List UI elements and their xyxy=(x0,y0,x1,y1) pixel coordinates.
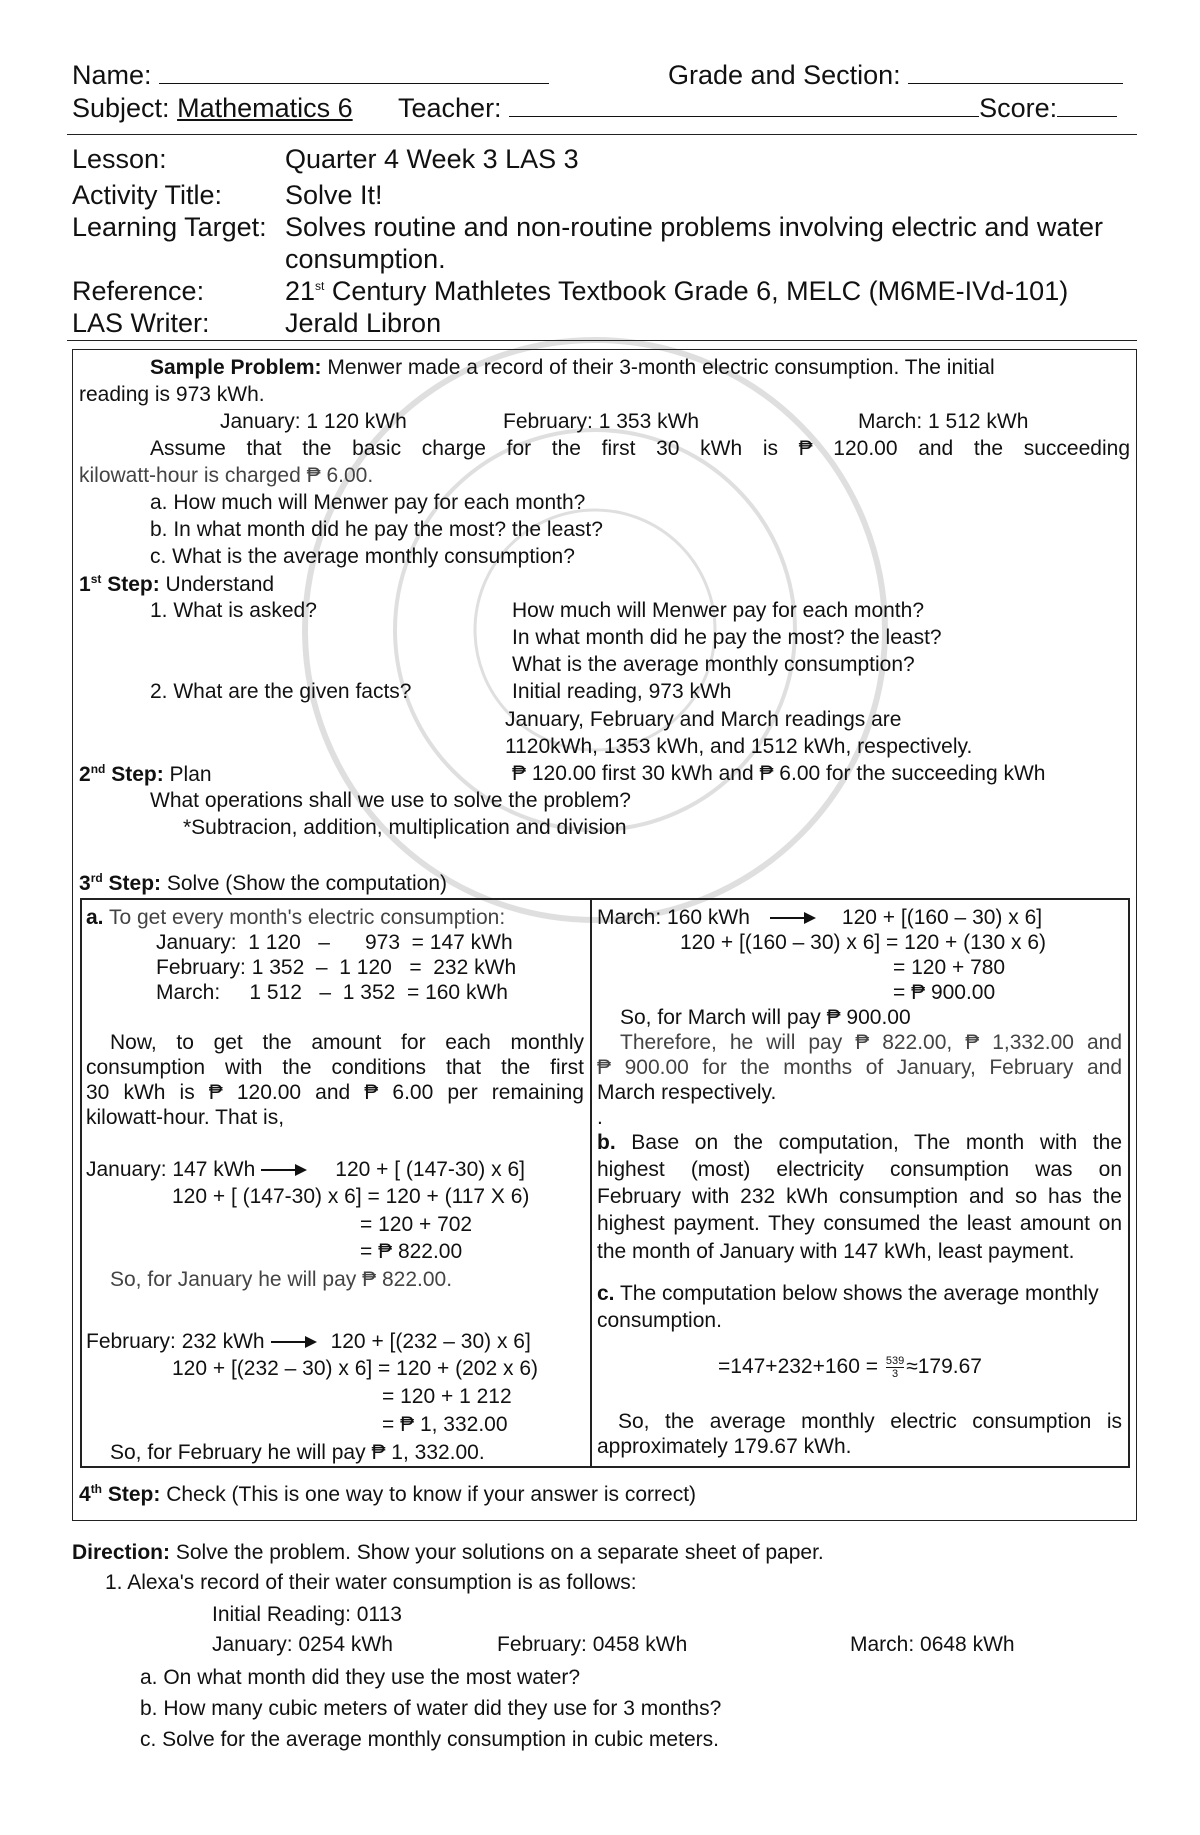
feb-computation-l3: = 120 + 1 212 xyxy=(382,1385,512,1408)
part-a-intro: a. To get every month's electric consumption: xyxy=(86,906,506,929)
operations-answer: *Subtracion, addition, multiplication and division xyxy=(183,816,627,839)
mar-computation-l4: = ₱ 900.00 xyxy=(893,981,996,1004)
explanation-line4: kilowatt-hour. That is, xyxy=(86,1106,285,1129)
asked-answer-2: In what month did he pay the most? the least? xyxy=(512,626,942,649)
sample-assume2: kilowatt-hour is charged ₱ 6.00. xyxy=(79,464,374,487)
part-c-line1: c. The computation below shows the average monthly xyxy=(597,1282,1099,1305)
sample-jan: January: 1 120 kWh xyxy=(220,410,407,433)
teacher-label: Teacher: xyxy=(398,93,502,123)
writer-label: LAS Writer: xyxy=(72,308,210,338)
jan-consumption-calc: January: 1 120 – 973 = 147 kWh xyxy=(156,931,513,954)
sample-question-b: b. In what month did he pay the most? the least? xyxy=(150,518,603,541)
writer-value: Jerald Libron xyxy=(285,308,442,338)
teacher-blank[interactable] xyxy=(509,94,979,117)
exercise-jan: January: 0254 kWh xyxy=(212,1633,393,1656)
explanation-line1: Now, to get the amount for each monthly xyxy=(110,1031,584,1054)
part-b-line4: highest payment. They consumed the least amount on xyxy=(597,1212,1122,1235)
jan-computation-l3: = 120 + 702 xyxy=(360,1213,473,1236)
operations-question: What operations shall we use to solve the problem? xyxy=(150,789,631,812)
arrow-right-icon xyxy=(770,912,816,924)
lesson-label: Lesson: xyxy=(72,144,167,174)
grade-row xyxy=(668,60,1123,91)
direction: Direction: Solve the problem. Show your solutions on a separate sheet of paper. xyxy=(72,1541,824,1564)
feb-payment-summary: So, for February he will pay ₱ 1, 332.00. xyxy=(110,1441,485,1464)
part-b-line3: February with 232 kWh consumption and so has the xyxy=(597,1185,1122,1208)
exercise-question-a: a. On what month did they use the most water? xyxy=(140,1666,581,1689)
sample-line2: reading is 973 kWh. xyxy=(79,383,265,406)
name-row xyxy=(72,60,549,91)
exercise-initial-reading: Initial Reading: 0113 xyxy=(212,1603,402,1626)
step3-heading: 3rd Step: Solve (Show the computation) xyxy=(79,871,448,895)
feb-computation-l2: 120 + [(232 – 30) x 6] = 120 + (202 x 6) xyxy=(172,1357,538,1380)
mar-computation-l2: 120 + [(160 – 30) x 6] = 120 + (130 x 6) xyxy=(680,931,1046,954)
feb-computation-l4: = ₱ 1, 332.00 xyxy=(382,1413,508,1436)
asked-question: 1. What is asked? xyxy=(150,599,317,622)
score-blank[interactable] xyxy=(1057,94,1117,117)
exercise-feb: February: 0458 kWh xyxy=(497,1633,688,1656)
given-answer-1: Initial reading, 973 kWh xyxy=(512,680,732,703)
explanation-line3: 30 kWh is ₱ 120.00 and ₱ 6.00 per remaining xyxy=(86,1081,584,1104)
given-answer-3: 1120kWh, 1353 kWh, and 1512 kWh, respectively. xyxy=(505,735,973,758)
mar-payment-summary: So, for March will pay ₱ 900.00 xyxy=(620,1006,911,1029)
score-label: Score: xyxy=(979,93,1058,123)
therefore-line3: March respectively. xyxy=(597,1081,777,1104)
sample-mar: March: 1 512 kWh xyxy=(858,410,1029,433)
exercise-mar: March: 0648 kWh xyxy=(850,1633,1015,1656)
jan-computation-l4: = ₱ 822.00 xyxy=(360,1240,463,1263)
lesson-value: Quarter 4 Week 3 LAS 3 xyxy=(285,144,579,174)
grade-blank[interactable] xyxy=(908,61,1123,84)
feb-computation-head: February: 232 kWh 120 + [(232 – 30) x 6] xyxy=(86,1330,531,1353)
mar-computation-l3: = 120 + 780 xyxy=(893,956,1006,979)
average-summary-line2: approximately 179.67 kWh. xyxy=(597,1435,852,1458)
given-question: 2. What are the given facts? xyxy=(150,680,412,703)
subject-value: Mathematics 6 xyxy=(177,93,353,123)
reference-value: 21st Century Mathletes Textbook Grade 6, MELC (M6ME-IVd-101) xyxy=(285,276,1069,306)
jan-computation-head: January: 147 kWh 120 + [ (147-30) x 6] xyxy=(86,1158,525,1181)
subject-label: Subject: xyxy=(72,93,170,123)
average-summary-line1: So, the average monthly electric consumption is xyxy=(618,1410,1122,1433)
info-divider xyxy=(67,340,1137,341)
explanation-line2: consumption with the conditions that the first xyxy=(86,1056,584,1079)
target-line1: Solves routine and non-routine problems involving electric and water xyxy=(285,212,1103,242)
name-blank[interactable] xyxy=(159,61,549,84)
therefore-line2: ₱ 900.00 for the months of January, February and xyxy=(597,1056,1122,1079)
exercise-item1: 1. Alexa's record of their water consumption is as follows: xyxy=(105,1571,637,1594)
activity-value: Solve It! xyxy=(285,180,383,210)
part-b-line5: the month of January with 147 kWh, least payment. xyxy=(597,1240,1075,1263)
subject-row xyxy=(72,93,353,124)
exercise-question-b: b. How many cubic meters of water did they use for 3 months? xyxy=(140,1697,722,1720)
activity-label: Activity Title: xyxy=(72,180,223,210)
sample-question-a: a. How much will Menwer pay for each month? xyxy=(150,491,586,514)
feb-consumption-calc: February: 1 352 – 1 120 = 232 kWh xyxy=(156,956,517,979)
plan-given-rates: ₱ 120.00 first 30 kWh and ₱ 6.00 for the succeeding kWh xyxy=(512,762,1046,785)
mar-computation-head: March: 160 kWh 120 + [(160 – 30) x 6] xyxy=(597,906,1043,929)
part-b-line2: highest (most) electricity consumption was on xyxy=(597,1158,1122,1181)
step4-heading: 4th Step: Check (This is one way to know if your answer is correct) xyxy=(79,1482,697,1506)
sample-assume1: Assume that the basic charge for the first 30 kWh is ₱ 120.00 and the succeeding xyxy=(150,437,1130,460)
therefore-line1: Therefore, he will pay ₱ 822.00, ₱ 1,332.00 and xyxy=(620,1031,1122,1054)
part-c-line2: consumption. xyxy=(597,1309,722,1332)
part-b-line1: b. Base on the computation, The month with the xyxy=(597,1131,1122,1154)
jan-computation-l2: 120 + [ (147-30) x 6] = 120 + (117 X 6) xyxy=(172,1185,530,1208)
given-answer-2: January, February and March readings are xyxy=(505,708,902,731)
teacher-row xyxy=(398,93,1117,124)
arrow-right-icon xyxy=(271,1336,317,1348)
average-computation: =147+232+160 = $\frac{539}{3}$ ≈179.67 xyxy=(718,1355,982,1380)
step1-heading: 1st Step: Understand xyxy=(79,572,275,596)
reference-label: Reference: xyxy=(72,276,205,306)
sample-question-c: c. What is the average monthly consumption? xyxy=(150,545,575,568)
target-line2: consumption. xyxy=(285,244,446,274)
arrow-right-icon xyxy=(261,1164,307,1176)
asked-answer-3: What is the average monthly consumption? xyxy=(512,653,915,676)
sample-intro: Sample Problem: Menwer made a record of their 3-month electric consumption. The initial xyxy=(150,356,995,379)
mar-consumption-calc: March: 1 512 – 1 352 = 160 kWh xyxy=(156,981,508,1004)
sample-feb: February: 1 353 kWh xyxy=(503,410,700,433)
exercise-question-c: c. Solve for the average monthly consumption in cubic meters. xyxy=(140,1728,719,1751)
target-label: Learning Target: xyxy=(72,212,267,242)
step2-heading: 2nd Step: Plan xyxy=(79,762,212,786)
name-label: Name: xyxy=(72,60,152,90)
asked-answer-1: How much will Menwer pay for each month? xyxy=(512,599,925,622)
header-divider xyxy=(67,134,1137,135)
stray-dot: . xyxy=(597,1106,603,1129)
solution-table-divider xyxy=(590,898,592,1468)
jan-payment-summary: So, for January he will pay ₱ 822.00. xyxy=(110,1268,453,1291)
average-fraction: $\frac{539}{3}$ xyxy=(885,1355,905,1380)
grade-label: Grade and Section: xyxy=(668,60,901,90)
